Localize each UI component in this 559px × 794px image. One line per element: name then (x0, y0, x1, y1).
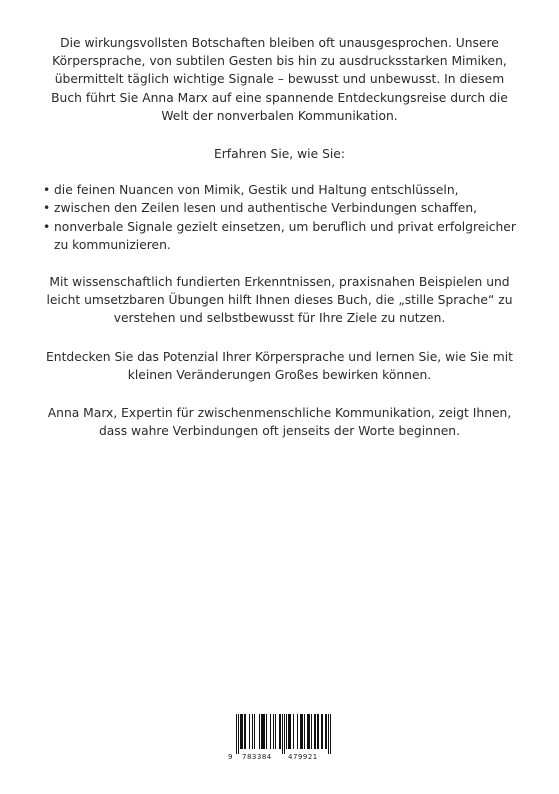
isbn-right-digits: 479921 (288, 753, 318, 761)
list-item (40, 181, 519, 199)
list-item-text: nonverbale Signale gezielt einsetzen, um beruflich und privat erfolgreicher zu kommunizieren. (54, 219, 516, 252)
lead-in-line: Erfahren Sie, wie Sie: (213, 147, 346, 162)
author-paragraph: Anna Marx, Expertin für zwischenmenschliche Kommunikation, zeigt Ihnen, dass wahre Verbindungen oft jenseits der Worte beginnen. (47, 406, 512, 439)
barcode-bar (262, 714, 263, 749)
barcode-bar (326, 714, 327, 749)
barcode-bar (322, 714, 323, 749)
list-item (40, 218, 519, 254)
discover-paragraph: Entdecken Sie das Potenzial Ihrer Körpersprache und lernen Sie, wie Sie mit kleinen Veränderungen Großes bewirken können. (46, 349, 513, 382)
barcode-bar (308, 714, 309, 749)
barcode-bar (244, 714, 245, 749)
barcode-bar (242, 714, 243, 749)
barcode-bar (279, 714, 280, 749)
barcode-bar (263, 714, 264, 749)
bullet-icon: • (43, 201, 51, 216)
blurb-text (40, 34, 519, 440)
barcode-bar (300, 714, 301, 749)
barcode-bar (264, 714, 265, 749)
barcode-bar (259, 714, 260, 749)
barcode-bar (297, 714, 298, 749)
barcode-bar (302, 714, 303, 749)
barcode-bar (318, 714, 319, 749)
barcode-bar (304, 714, 305, 749)
barcode-bar (270, 714, 271, 749)
barcode-bar (309, 714, 310, 749)
barcode-bar (241, 714, 242, 749)
barcode-bar (321, 714, 322, 749)
list-item (40, 199, 519, 217)
barcode-bar (238, 714, 239, 754)
barcode-bar (289, 714, 290, 749)
intro-paragraph: Die wirkungsvollsten Botschaften bleiben oft unausgesprochen. Unsere Körpersprache, von subtilen Gesten bis hin zu ausdrucksstarken Mimiken, übermittelt täglich wichtige Signale – bewusst und unbewusst. In diesem Buch führt Sie Anna Marx auf eine spannende Entdeckungsreise durch die Welt der nonverbalen Kommunikation. (51, 36, 508, 123)
isbn-barcode (228, 714, 333, 764)
science-paragraph: Mit wissenschaftlich fundierten Erkenntnissen, praxisnahen Beispielen und leicht umsetzbaren Übungen hilft Ihnen dieses Buch, die „stille Sprache“ zu verstehen und selbstbewusst für Ihre Ziele zu nutzen. (46, 275, 513, 326)
barcode-bar (273, 714, 274, 749)
barcode-bar (314, 714, 315, 749)
barcode-bar (288, 714, 289, 749)
barcode-bar (284, 714, 285, 754)
barcode-bar (317, 714, 318, 749)
barcode-bar (301, 714, 302, 749)
barcode-bar (266, 714, 267, 749)
barcode-bar (245, 714, 246, 749)
list-item-text: die feinen Nuancen von Mimik, Gestik und Haltung entschlüsseln, (54, 183, 459, 198)
barcode-bar (252, 714, 253, 749)
barcode-bar (307, 714, 308, 749)
list-item-text: zwischen den Zeilen lesen und authentische Verbindungen schaffen, (54, 201, 478, 216)
barcode-bar (315, 714, 316, 749)
barcode-bar (290, 714, 291, 749)
barcode-bar (286, 714, 287, 749)
barcode-bar (280, 714, 281, 749)
barcode-bar (249, 714, 250, 749)
barcode-bar (330, 714, 331, 754)
isbn-first-digit: 9 (228, 753, 233, 761)
barcode-bar (236, 714, 237, 754)
barcode-bar (240, 714, 241, 749)
isbn-left-digits: 783384 (242, 753, 272, 761)
barcode-bars (228, 714, 333, 754)
benefit-list (40, 181, 519, 254)
barcode-bar (293, 714, 294, 749)
barcode-bar (311, 714, 312, 749)
barcode-bar (261, 714, 262, 749)
barcode-bar (325, 714, 326, 749)
barcode-bar (328, 714, 329, 754)
bullet-icon: • (43, 183, 51, 198)
barcode-bar (282, 714, 283, 754)
bullet-icon: • (43, 219, 51, 234)
barcode-bar (275, 714, 276, 749)
barcode-bar (254, 714, 255, 749)
